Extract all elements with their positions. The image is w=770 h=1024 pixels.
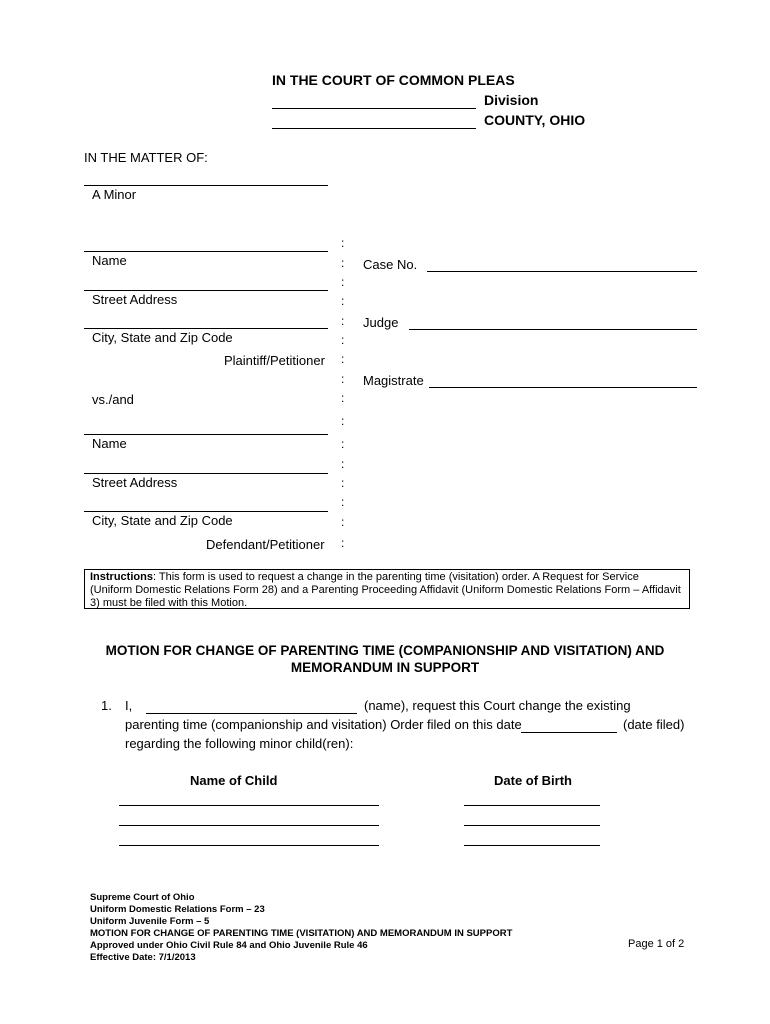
defendant-street-blank[interactable]	[84, 473, 328, 474]
caption-colon: :	[341, 391, 345, 405]
caption-colon: :	[341, 536, 345, 550]
instructions-box	[84, 569, 690, 609]
plaintiff-name-label: Name	[92, 253, 127, 268]
magistrate-blank[interactable]	[429, 387, 697, 388]
requester-name-blank[interactable]	[146, 713, 357, 714]
date-filed-label: (date filed)	[623, 717, 685, 732]
date-filed-blank[interactable]	[521, 732, 617, 733]
county-blank[interactable]	[272, 128, 476, 129]
division-label: Division	[484, 92, 539, 108]
item-text-3: regarding the following minor child(ren):	[125, 736, 354, 751]
footer-line: Uniform Domestic Relations Form – 23	[90, 904, 265, 915]
motion-title-line2: MEMORANDUM IN SUPPORT	[290, 660, 480, 675]
footer-line: Effective Date: 7/1/2013	[90, 952, 196, 963]
judge-label: Judge	[363, 315, 399, 330]
caption-colon: :	[341, 372, 345, 386]
defendant-name-label: Name	[92, 436, 127, 451]
county-label: COUNTY, OHIO	[484, 112, 586, 128]
division-blank[interactable]	[272, 108, 476, 109]
caption-colon: :	[341, 414, 345, 428]
form-footer	[90, 892, 512, 964]
minor-label: A Minor	[92, 187, 137, 202]
caption-colon: :	[341, 294, 345, 308]
instructions-label: Instructions	[90, 571, 153, 583]
defendant-street-label: Street Address	[92, 475, 178, 490]
defendant-role-label: Defendant/Petitioner	[206, 537, 325, 552]
plaintiff-city-label: City, State and Zip Code	[92, 330, 233, 345]
page-number: Page 1 of 2	[628, 938, 685, 950]
caption-colon: :	[341, 256, 345, 270]
footer-line: Approved under Ohio Civil Rule 84 and Ohio Juvenile Rule 46	[90, 940, 368, 951]
plaintiff-role-label: Plaintiff/Petitioner	[224, 353, 325, 368]
child-name-blank[interactable]	[119, 825, 379, 826]
caption-colon: :	[341, 515, 345, 529]
case-no-blank[interactable]	[427, 271, 697, 272]
footer-line: Supreme Court of Ohio	[90, 892, 195, 903]
caption-colon: :	[341, 314, 345, 328]
caption-colon: :	[341, 495, 345, 509]
item-text-2: parenting time (companionship and visitation) Order filed on this date	[125, 717, 522, 732]
caption-colon: :	[341, 333, 345, 347]
child-name-blank[interactable]	[119, 845, 379, 846]
child-dob-blank[interactable]	[464, 845, 600, 846]
child-dob-blank[interactable]	[464, 805, 600, 806]
caption-colon: :	[341, 457, 345, 471]
matter-label: IN THE MATTER OF:	[84, 150, 208, 165]
judge-blank[interactable]	[409, 329, 697, 330]
instructions-text: : This form is used to request a change in the parenting time (visitation) order. A Request for Service (Uniform Domestic Relations Form 28) and a Parenting Proceeding Affidavit (Uniform Domestic Relations Form – Affidavit 3) must be filed with this Motion.	[90, 571, 681, 609]
child-dob-header: Date of Birth	[494, 773, 572, 788]
plaintiff-name-blank[interactable]	[84, 251, 328, 252]
versus-label: vs./and	[92, 392, 134, 407]
caption-colon: :	[341, 352, 345, 366]
defendant-city-blank[interactable]	[84, 511, 328, 512]
motion-title-line1: MOTION FOR CHANGE OF PARENTING TIME (COMPANIONSHIP AND VISITATION) AND	[105, 643, 665, 658]
footer-line: Uniform Juvenile Form – 5	[90, 916, 210, 927]
caption-colon: :	[341, 236, 345, 250]
defendant-name-blank[interactable]	[84, 434, 328, 435]
defendant-city-label: City, State and Zip Code	[92, 513, 233, 528]
footer-line: MOTION FOR CHANGE OF PARENTING TIME (VISITATION) AND MEMORANDUM IN SUPPORT	[90, 928, 513, 939]
plaintiff-city-blank[interactable]	[84, 328, 328, 329]
minor-blank[interactable]	[84, 185, 328, 186]
plaintiff-street-label: Street Address	[92, 292, 178, 307]
item-text-1: (name), request this Court change the existing	[364, 698, 631, 713]
item-i: I,	[125, 698, 133, 713]
child-name-blank[interactable]	[119, 805, 379, 806]
caption-colon: :	[341, 275, 345, 289]
child-name-header: Name of Child	[190, 773, 278, 788]
magistrate-label: Magistrate	[363, 373, 424, 388]
caption-colon: :	[341, 476, 345, 490]
court-title: IN THE COURT OF COMMON PLEAS	[272, 72, 515, 88]
case-no-label: Case No.	[363, 257, 418, 272]
caption-colon: :	[341, 437, 345, 451]
item-number: 1.	[101, 698, 112, 713]
child-dob-blank[interactable]	[464, 825, 600, 826]
plaintiff-street-blank[interactable]	[84, 290, 328, 291]
